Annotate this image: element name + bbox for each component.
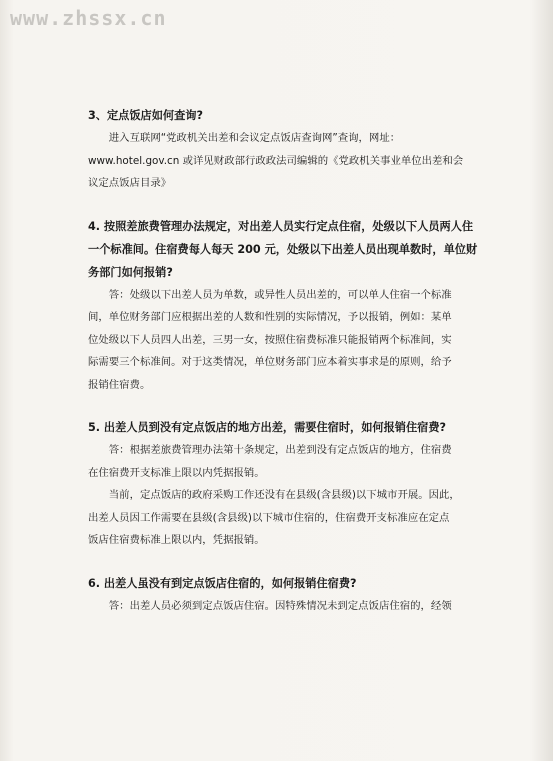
section-4-answer-line-4: 际需要三个标准间。对于这类情况，单位财务部门应本着实事求是的原则，给予 bbox=[88, 356, 452, 368]
section-3-line-2: www.hotel.gov.cn 或详见财政部行政政法司编辑的《党政机关事业单位出差和会 bbox=[88, 154, 464, 167]
section-3 bbox=[88, 104, 478, 195]
section-4-answer-line-1: 答：处级以下出差人员为单数，或异性人员出差的，可以单人住宿一个标准 bbox=[108, 288, 452, 301]
section-5-answer-line-5: 饭店住宿费标准上限以内，凭据报销。 bbox=[88, 534, 265, 546]
section-6-answer-line-1: 答：出差人员必须到定点饭店住宿。因特殊情况未到定点饭店住宿的，经领 bbox=[108, 599, 452, 612]
section-5-answer-line-3: 当前，定点饭店的政府采购工作还没有在县级(含县级)以下城市开展。因此， bbox=[108, 489, 460, 501]
section-4 bbox=[88, 215, 478, 397]
section-5-question: 5. 出差人员到没有定点饭店的地方出差，需要住宿时，如何报销住宿费? bbox=[88, 421, 447, 434]
section-4-question-line-2: 一个标准间。住宿费每人每天 200 元，处级以下出差人员出现单数时，单位财 bbox=[88, 242, 478, 256]
watermark: www.zhssx.cn bbox=[10, 6, 167, 30]
section-3-line-3: 议定点饭店目录》 bbox=[88, 177, 172, 189]
section-4-answer-line-2: 间，单位财务部门应根据出差的人数和性别的实际情况，予以报销，例如：某单 bbox=[88, 311, 452, 323]
section-3-line-1: 进入互联网“党政机关出差和会议定点饭店查询网”查询，网址： bbox=[108, 132, 401, 144]
section-6-question: 6. 出差人虽没有到定点饭店住宿的，如何报销住宿费? bbox=[88, 576, 357, 590]
section-4-answer-line-5: 报销住宿费。 bbox=[88, 378, 151, 391]
section-3-question: 3、定点饭店如何查询? bbox=[88, 109, 203, 122]
section-4-answer-line-3: 位处级以下人员四人出差，三男一女，按照住宿费标准只能报销两个标准间，实 bbox=[88, 333, 452, 346]
section-4-question-line-3: 务部门如何报销? bbox=[88, 265, 173, 279]
section-5-answer-line-1: 答：根据差旅费管理办法第十条规定，出差到没有定点饭店的地方，住宿费 bbox=[108, 444, 452, 456]
document-body bbox=[88, 104, 478, 617]
section-6 bbox=[88, 572, 478, 618]
section-4-question-line-1: 4. 按照差旅费管理办法规定，对出差人员实行定点住宿，处级以下人员两人住 bbox=[88, 219, 474, 233]
section-5-answer-line-2: 在住宿费开支标准上限以内凭据报销。 bbox=[88, 466, 265, 479]
section-5-answer-line-4: 出差人员因工作需要在县级(含县级)以下城市住宿的，住宿费开支标准应在定点 bbox=[88, 511, 450, 524]
section-5 bbox=[88, 416, 478, 552]
